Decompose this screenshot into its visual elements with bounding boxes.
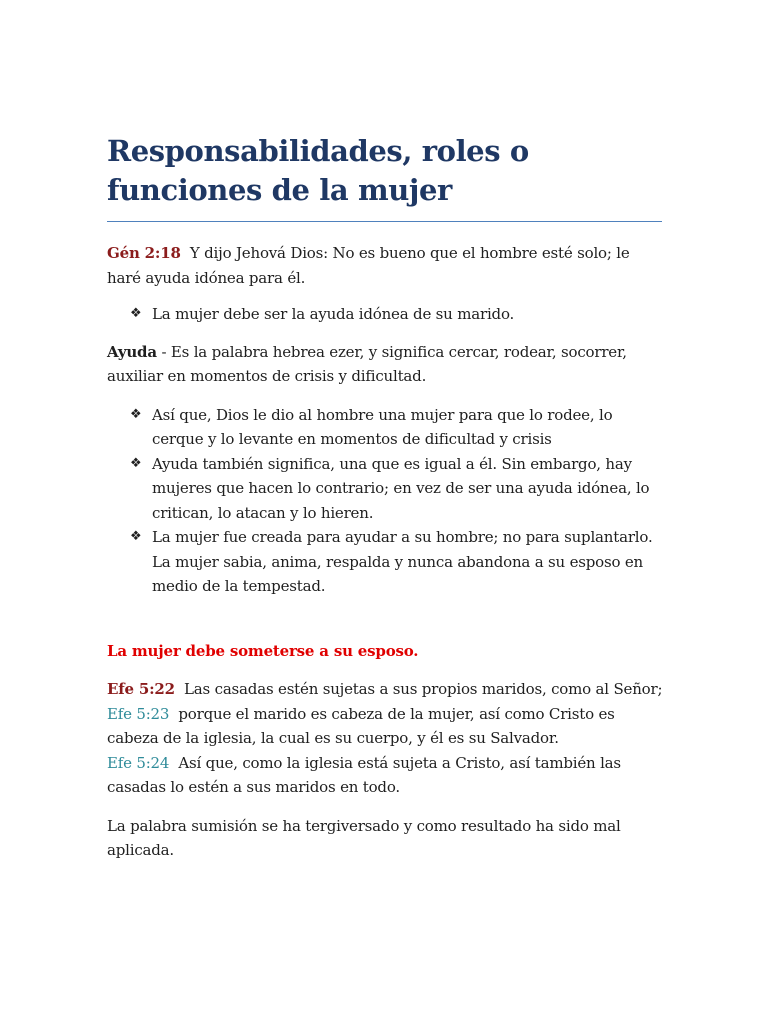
- list-item-text: Así que, Dios le dio al hombre una mujer para que lo rodee, lo cerque y lo levante en momentos de dificultad y crisis: [152, 405, 613, 448]
- ayuda-text: - Es la palabra hebrea ezer, y significa cercar, rodear, socorrer, auxiliar en momentos de crisis y dificultad.: [107, 342, 627, 385]
- bullet-list-1: [107, 302, 663, 327]
- verse-text-efe-5-24: Así que, como la iglesia está sujeta a Cristo, así también las casadas lo estén a sus maridos en todo.: [107, 753, 621, 796]
- ayuda-term: Ayuda: [107, 342, 157, 361]
- diamond-bullet-icon: ❖: [130, 406, 142, 422]
- diamond-bullet-icon: ❖: [130, 306, 142, 321]
- verse-ref-efe-5-22: Efe 5:22: [107, 680, 175, 698]
- title-underline: [107, 221, 662, 222]
- verse-ref-gen: Gén 2:18: [107, 244, 181, 262]
- verses-efe: [107, 677, 663, 800]
- diamond-bullet-icon: ❖: [130, 529, 142, 544]
- list-item: [107, 525, 663, 599]
- document-page: [107, 132, 663, 863]
- diamond-bullet-icon: ❖: [130, 455, 142, 471]
- page-title: Responsabilidades, roles o funciones de la mujer: [107, 134, 529, 207]
- closing-paragraph: La palabra sumisión se ha tergiversado y como resultado ha sido mal aplicada.: [107, 816, 621, 859]
- list-item: [107, 452, 663, 526]
- bullet-list-2: [107, 403, 663, 599]
- list-item: [107, 403, 663, 452]
- verse-text-efe-5-22: Las casadas estén sujetas a sus propios maridos, como al Señor;: [184, 680, 663, 698]
- list-item-text: La mujer debe ser la ayuda idónea de su marido.: [152, 305, 515, 323]
- verse-text-gen: Y dijo Jehová Dios: No es bueno que el hombre esté solo; le haré ayuda idónea para él.: [107, 244, 630, 287]
- section-heading-submission: La mujer debe someterse a su esposo.: [107, 641, 419, 660]
- list-item-text: Ayuda también significa, una que es igual a él. Sin embargo, hay mujeres que hacen lo contrario; en vez de ser una ayuda idónea, lo critican, lo atacan y lo hieren.: [152, 454, 650, 522]
- verse-ref-efe-5-23: Efe 5:23: [107, 704, 170, 723]
- list-item: [107, 302, 663, 327]
- verse-ref-efe-5-24: Efe 5:24: [107, 753, 170, 772]
- ayuda-definition: [107, 340, 663, 389]
- verse-text-efe-5-23: porque el marido es cabeza de la mujer, así como Cristo es cabeza de la iglesia, la cual es su cuerpo, y él es su Salvador.: [107, 704, 615, 747]
- list-item-text: La mujer fue creada para ayudar a su hombre; no para suplantarlo. La mujer sabia, anima, respalda y nunca abandona a su esposo en medio de la tempestad.: [152, 528, 653, 595]
- verse-gen-2-18: [107, 241, 663, 290]
